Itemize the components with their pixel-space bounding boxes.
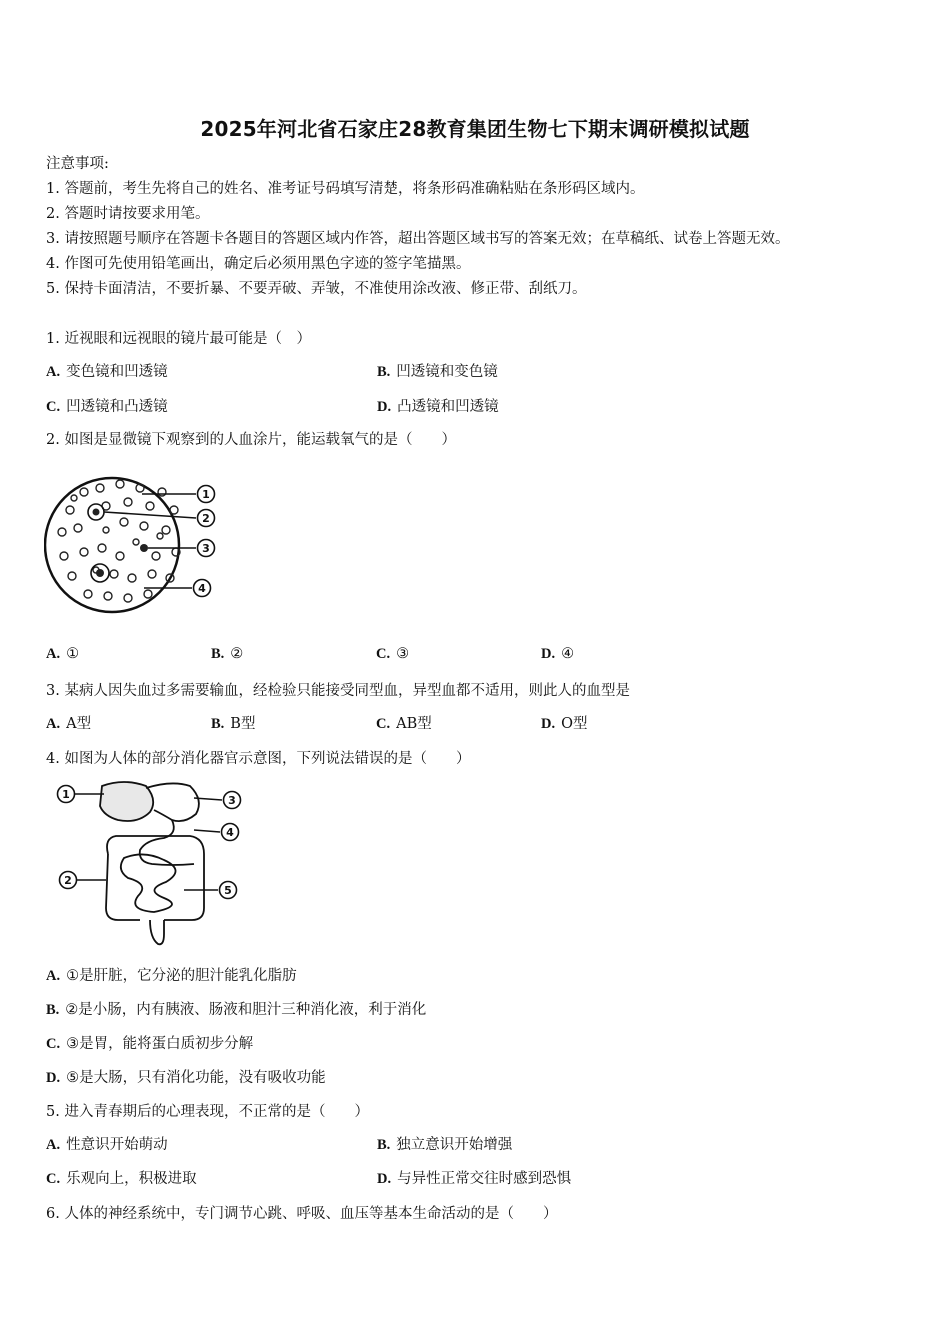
option-b[interactable]: B. 凹透镜和变色镜: [377, 364, 498, 380]
option-d[interactable]: D. 凸透镜和凹透镜: [377, 399, 499, 415]
digestive-organs-figure: [54, 778, 254, 948]
notice-heading: 注意事项:: [46, 156, 109, 172]
question-stem: 2. 如图是显微镜下观察到的人血涂片，能运载氧气的是（ ）: [46, 432, 456, 448]
svg-text:2: 2: [202, 512, 210, 525]
svg-text:1: 1: [202, 488, 210, 501]
option-b[interactable]: B. 独立意识开始增强: [377, 1137, 513, 1153]
notice-item: 3. 请按照题号顺序在答题卡各题目的答题区域内作答，超出答题区域书写的答案无效；在草稿纸、试卷上答题无效。: [46, 231, 790, 247]
option-a[interactable]: A. ①是肝脏，它分泌的胆汁能乳化脂肪: [46, 968, 297, 984]
blood-smear-figure: [44, 470, 224, 620]
option-c[interactable]: C. AB型: [376, 716, 432, 732]
option-a[interactable]: A. 性意识开始萌动: [46, 1137, 168, 1153]
option-b[interactable]: B. ②是小肠，内有胰液、肠液和胆汁三种消化液，利于消化: [46, 1002, 427, 1018]
question-stem: 6. 人体的神经系统中，专门调节心跳、呼吸、血压等基本生命活动的是（ ）: [46, 1206, 558, 1222]
svg-text:4: 4: [226, 826, 234, 839]
option-d[interactable]: D. ⑤是大肠，只有消化功能，没有吸收功能: [46, 1070, 326, 1086]
svg-text:2: 2: [64, 874, 72, 887]
option-c[interactable]: C. ③是胃，能将蛋白质初步分解: [46, 1036, 254, 1052]
notice-item: 5. 保持卡面清洁，不要折暴、不要弄破、弄皱，不准使用涂改液、修正带、刮纸刀。: [46, 281, 587, 297]
notice-item: 2. 答题时请按要求用笔。: [46, 206, 210, 222]
option-d[interactable]: D. 与异性正常交往时感到恐惧: [377, 1171, 572, 1187]
question-stem: 3. 某病人因失血过多需要输血，经检验只能接受同型血，异型血都不适用，则此人的血型是: [46, 683, 630, 699]
question-stem: 5. 进入青春期后的心理表现，不正常的是（ ）: [46, 1104, 369, 1120]
page-title: 2025年河北省石家庄28教育集团生物七下期末调研模拟试题: [200, 117, 750, 141]
notice-item: 1. 答题前，考生先将自己的姓名、准考证号码填写清楚，将条形码准确粘贴在条形码区域内。: [46, 181, 645, 197]
option-c[interactable]: C. 乐观向上，积极进取: [46, 1171, 197, 1187]
option-c[interactable]: C. ③: [376, 646, 410, 662]
option-a[interactable]: A. A型: [46, 716, 92, 732]
option-a[interactable]: A. 变色镜和凹透镜: [46, 364, 168, 380]
question-stem: 1. 近视眼和远视眼的镜片最可能是（ ）: [46, 331, 311, 347]
option-b[interactable]: B. ②: [211, 646, 244, 662]
notice-item: 4. 作图可先使用铅笔画出，确定后必须用黑色字迹的签字笔描黑。: [46, 256, 471, 272]
option-d[interactable]: D. ④: [541, 646, 575, 662]
option-a[interactable]: A. ①: [46, 646, 80, 662]
svg-text:1: 1: [62, 788, 70, 801]
option-d[interactable]: D. O型: [541, 716, 588, 732]
svg-text:4: 4: [198, 582, 206, 595]
svg-text:3: 3: [228, 794, 236, 807]
option-b[interactable]: B. B型: [211, 716, 256, 732]
svg-text:5: 5: [224, 884, 232, 897]
question-stem: 4. 如图为人体的部分消化器官示意图，下列说法错误的是（ ）: [46, 751, 471, 767]
svg-text:3: 3: [202, 542, 210, 555]
option-c[interactable]: C. 凹透镜和凸透镜: [46, 399, 168, 415]
